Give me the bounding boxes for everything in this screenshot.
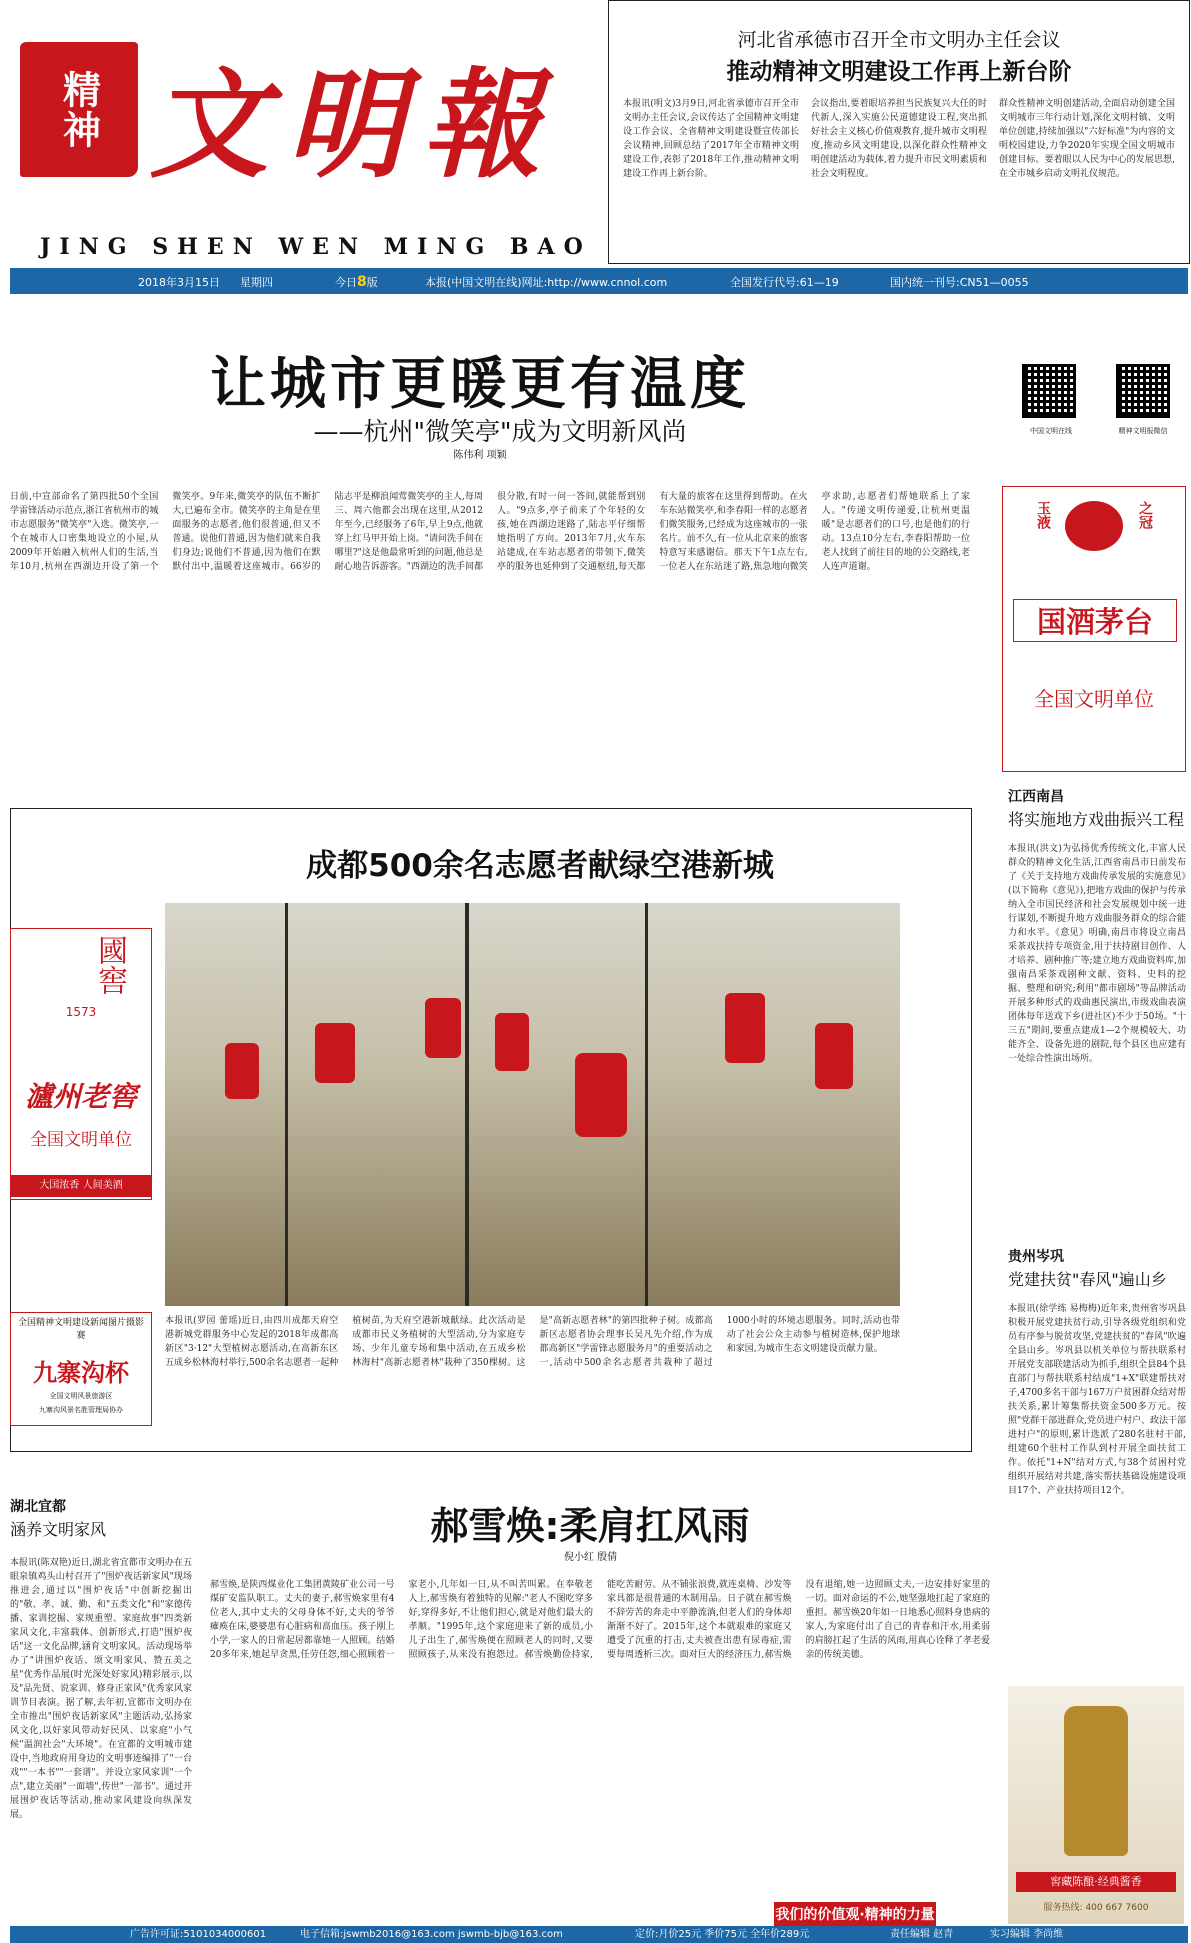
right-news-2-title: 党建扶贫"春风"遍山乡: [1008, 1270, 1167, 1289]
info-bar: [10, 268, 1188, 294]
laojiao-brand: 瀘州老窖: [24, 1080, 137, 1113]
info-date: 2018年3月15日: [138, 276, 220, 289]
liquor-bottle-icon: [1064, 1706, 1128, 1856]
bottom-body: 郝雪焕,是陕西煤业化工集团黄陵矿业公司一号煤矿安监队职工。丈夫的妻子,郝雪焕家里有4位老人,其中丈夫的父母身体不好,丈夫的爷爷瘫痪在床,婆婆患有心脏病和高血压。孩子刚上小学,一家人的日常起居都靠她一人照顾。结婚20多年来,她起早贪黑,任劳任怨,细心照顾着一家老小,几年如一日,从不叫苦叫累。在奉敬老人上,郝雪焕有着独特的见解:"老人不图吃穿多好,穿得多好,不让他们担心,就是对他们最大的孝顺。"1995年,这个家庭迎来了新的成员,小儿子出生了,郝雪焕便在照顾老人的同时,又要照顾孩子,从来没有抱怨过。郝雪焕勤俭持家,能吃苦耐劳。从不铺张浪费,就连桌椅、沙发等家具都是很普通的木制用品。日子就在郝雪焕不辞劳苦的奔走中平静流淌,但老人们的身体却渐渐不好了。2015年,这个本就艰难的家庭又遭受了沉重的打击,丈夫被查出患有尿毒症,需要每周透析三次。面对巨大的经济压力,郝雪焕没有退缩,她一边照顾丈夫,一边安排好家里的一切。面对命运的不公,她坚强地扛起了家庭的重担。郝雪焕20年如一日地悉心照料身患病的家人,为家庭付出了自己的青春和汗水,用柔弱的肩膀扛起了生活的风雨,用真心诠释了孝老爱亲的传统美德。: [210, 1580, 990, 1660]
jiuzhaigou-box: [10, 1312, 152, 1426]
volunteers-planting-photo: [165, 903, 900, 1306]
footer-intern: 实习编辑 李尚维: [990, 1929, 1064, 1940]
info-cn-code: 国内统一刊号:CN51—0055: [890, 276, 1029, 289]
top-story-col3: 群众性精神文明创建活动,全面启动创建全国文明城市三年行动计划,深化文明村镇、文明单位创建,持续加强以"六好标准"为内容的文明校园建设,力争2020年实现全国文明城市创建目标。要着眼以人民为中心的发展思想,在全市城乡启动文明礼仪规范。: [999, 99, 1175, 179]
info-website: 本报(中国文明在线)网址:http://www.cnnol.com: [425, 276, 668, 289]
top-story-col1: 本报讯(明文)3月9日,河北省承德市召开全市文明办主任会议,会议传达了全国精神文明建设工作会议、全省精神文明建设暨宣传部长会议精神,回顾总结了2017年全市精神文明建设工作,表彰了2018年工作,推动精神文明建设工作再上新台阶。: [623, 99, 799, 179]
right-news-2-place: 贵州岑巩: [1008, 1249, 1064, 1265]
laojiao-year: 1573: [65, 1005, 97, 1019]
top-story-headline: 推动精神文明建设工作再上新台阶: [726, 59, 1072, 85]
left-brief-title: 涵养文明家风: [10, 1520, 107, 1539]
right-news-1-text: 本报讯(洪文)为弘扬优秀传统文化,丰富人民群众的精神文化生活,江西省南昌市日前发布了《关于支持地方戏曲传承发展的实施意见》(以下简称《意见》),把地方戏曲的保护与传承纳入全市国民经济和社会发展规划中统一进行谋划,不断提升地方戏曲服务群众的综合能力和水平。《意见》明确,南昌市将设立南昌采茶戏扶持专项资金,用于扶持剧目创作、人才培养、剧种推广等;建立地方戏曲资料库,加强南昌采茶戏剧种文献、资料、史料的挖掘、整理和研究;利用"都市剧场"等品牌活动开展多种形式的戏曲惠民演出,市级戏曲表演团体每年送戏下乡(进社区)不少于50场。"十三五"期间,要重点建成1—2个规模较大、功能齐全、设备先进的剧院,每个县区也应建有一处综合性演出场所。: [1008, 844, 1186, 1064]
footer-email: 电子信箱:jswmb2016@163.com jswmb-bjb@163.com: [300, 1929, 563, 1940]
laojiao-tagline: 大国浓香 人间美酒: [11, 1175, 151, 1197]
liquor-ad: [1008, 1686, 1184, 1924]
laojiao-mark: 國窖: [92, 935, 127, 995]
top-story-col2: 会议指出,要着眼培养担当民族复兴大任的时代新人,深入实施公民道德建设工程,突出抓好社会主义核心价值观教育,提升城市文明程度,推动乡风文明建设,以深化群众性精神文明创建活动为载体,着力提升市民文明素质和社会文明程度。: [811, 99, 987, 179]
feature-headline: 成都500余名志愿者献绿空港新城: [306, 848, 774, 884]
lead-body: 日前,中宣部命名了第四批50个全国学雷锋活动示范点,浙江省杭州市的城市志愿服务"微笑亭"入选。微笑亭,一个在城市人口密集地设立的小屋,从2009年开始融入杭州人们的生活,当年10月,杭州在西湖边开设了第一个微笑亭。9年来,微笑亭的队伍不断扩大,已遍布全市。微笑亭的主角是在里面服务的志愿者,他们很普通,但又不普通。说他们普通,因为他们就来自我们身边;说他们不普通,因为他们在默默付出中,温暖着这座城市。66岁的陆志平是柳浪闻莺微笑亭的主人,每周三、周六他都会出现在这里,从2012年至今,已经服务了6年,早上9点,他就穿上红马甲开始上岗。"请问洗手间在哪里?"这是他最常听到的问题,他总是耐心地告诉游客。"西湖边的洗手间都很分散,有时一问一答间,就能帮到别人。"9点多,亭子前来了个年轻的女孩,她在西湖边迷路了,陆志平仔细帮她指明了方向。2013年7月,火车东站建成,在车站志愿者的带领下,微笑亭的服务也延伸到了交通枢纽,每天都有大量的旅客在这里得到帮助。在火车东站微笑亭,和李春阳一样的志愿者们微笑服务,已经成为这座城市的一张名片。前不久,有一位从北京来的旅客特意写来感谢信。那天下午1点左右,一位老人在东站迷了路,焦急地向微笑亭求助,志愿者们帮她联系上了家人。"传递文明传递爱,让杭州更温暖"是志愿者们的口号,也是他们的行动。13点10分左右,李春阳帮助一位老人找到了前往目的地的公交路线,老人连声道谢。: [10, 492, 970, 572]
moutai-top-right: 之冠: [1137, 501, 1153, 529]
top-story-box: [608, 0, 1190, 264]
qr-code-icon: [1116, 364, 1170, 418]
jiuzhaigou-sub2: 九寨沟风景名胜管理局协办: [39, 1406, 123, 1414]
laojiao-ad: [10, 928, 152, 1200]
laojiao-slogan: 全国文明单位: [30, 1130, 132, 1150]
lead-subhead: ——杭州"微笑亭"成为文明新风尚: [313, 417, 687, 446]
qr-caption: 精神文明报微信: [1118, 427, 1168, 435]
jiuzhaigou-sub1: 全国文明风景旅游区: [49, 1392, 113, 1400]
left-brief-text: 本报讯(陈双艳)近日,湖北省宜都市文明办在五眼泉镇鸡头山村召开了"围炉夜话新家风"现场推进会,通过以"围炉夜话"中创新挖掘出的"敬、孝、诚、勤、和"五类文化"和"家德传播、家训挖掘、家规重塑、家庭故事"四类新家风文化,丰富载体、创新形式,打造"围炉夜话"这一文化品牌,涵育文明家风。活动现场举办了"讲围炉夜话、颂文明家风、赞五美之星"优秀作品展(时光深处好家风)精彩展示,以及"品先贤、说家训、修身正家风"优秀家风家训节目表演。据了解,去年初,宜都市文明办在全市推出"围炉夜话新家风"主题活动,弘扬家风文化,以好家风带动好民风、以家庭"小气候"温润社会"大环境"。在宜都的文明城市建设中,当地政府用身边的文明事迹编排了"一台戏""一本书""一套谱"。并设立家风家训"一个点",建立美丽"一面墙",传世"一部书"。通过开展围炉夜话等活动,推动家风建设向纵深发展。: [10, 1558, 192, 1820]
qr-block: [1000, 364, 1180, 454]
feature-photo: [165, 903, 900, 1306]
masthead-title: 文明報: [150, 55, 559, 194]
info-pages-num: 8: [357, 274, 367, 290]
moutai-slogan: 全国文明单位: [1034, 687, 1154, 711]
footer-license: 广告许可证:5101034000601: [130, 1929, 267, 1940]
info-pages: [335, 274, 378, 290]
bottom-banner: 我们的价值观·精神的力量: [774, 1902, 936, 1928]
top-story-kicker: 河北省承德市召开全市文明办主任会议: [737, 29, 1061, 51]
qr-code-icon: [1022, 364, 1076, 418]
masthead-seal: 精神: [20, 42, 138, 177]
footer-price: 定价:月价25元 季价75元 全年价289元: [635, 1929, 810, 1940]
bottom-headline: 郝雪焕:柔肩扛风雨: [430, 1504, 750, 1548]
moutai-top-left: 玉液: [1035, 501, 1051, 529]
left-brief-place: 湖北宜都: [10, 1499, 66, 1515]
lead-headline: 让城市更暖更有温度: [210, 352, 750, 417]
jiuzhaigou-brand: 九寨沟杯: [33, 1358, 129, 1387]
info-pages-suffix: 版: [366, 276, 378, 289]
info-issue-code: 全国发行代号:61—19: [730, 276, 839, 289]
right-news-1-title: 将实施地方戏曲振兴工程: [1008, 810, 1185, 829]
feature-caption: 本报讯(罗园 蕾瑶)近日,由四川成都天府空港新城党群服务中心发起的2018年成都高新区"3·12"大型植树志愿活动,在高新东区五成乡松林海村举行,500余名志愿者一起种植树苗,为天府空港新城献绿。此次活动是成都市民义务植树的大型活动,分为家庭专场、少年儿童专场和集中活动,在五成乡松林海村"高新志愿者林"栽种了350棵树。这是"高新志愿者林"的第四批种子树。成都高新区志愿者协会理事长吴凡先介绍,作为成都高新区"学雷锋志愿服务月"的重要活动之一,活动中500余名志愿者共栽种了超过1000小时的环境志愿服务。同时,活动也带动了社会公众主动参与植树造林,保护地球和家园,为城市生态文明建设贡献力量。: [165, 1316, 900, 1368]
masthead-pinyin: JING SHEN WEN MING BAO: [40, 234, 592, 260]
info-pages-prefix: 今日: [335, 276, 357, 289]
moutai-ad: [1002, 486, 1186, 772]
right-news-2-text: 本报讯(徐学练 易梅梅)近年来,贵州省岑巩县积极开展党建扶贫行动,引导各级党组织和党员有序参与脱贫攻坚,党建扶贫的"春风"吹遍全县山乡。岑巩县以机关单位与帮扶联系村开展党支部联建活动为抓手,组织全县84个县直部门与帮扶联系村结成"1+X"联建帮扶对子,4700多名干部与167万户贫困群众结对帮扶关系,累计筹集帮扶资金500多万元。按照"党群干部进群众,党员进户村户、政法干部进村户"的原则,累计选派了280名驻村干部,组建60个驻村工作队到村开展全面扶贫工作。依托"1+N"结对方式,与38个贫困村党组织开展结对共建,落实帮扶基础设施建设项目17个、产业扶持项目12个。: [1008, 1304, 1186, 1496]
moutai-logo-icon: [1065, 501, 1123, 551]
right-news-1-place: 江西南昌: [1008, 789, 1064, 805]
moutai-brand: 国酒茅台: [1013, 599, 1177, 642]
liquor-label: 窖藏陈酿·经典酱香: [1016, 1872, 1176, 1892]
footer-bar: [10, 1926, 1188, 1943]
qr-caption: 中国文明在线: [1030, 427, 1072, 435]
info-weekday: 星期四: [240, 276, 273, 289]
bottom-byline: 倪小红 殷倩: [564, 1552, 618, 1563]
jiuzhaigou-top: 全国精神文明建设新闻图片摄影赛: [17, 1318, 144, 1341]
liquor-phone: 服务热线: 400 667 7600: [1043, 1903, 1149, 1913]
footer-editor: 责任编辑 赵青: [890, 1929, 954, 1940]
lead-byline: 陈伟利 项颖: [453, 450, 507, 461]
